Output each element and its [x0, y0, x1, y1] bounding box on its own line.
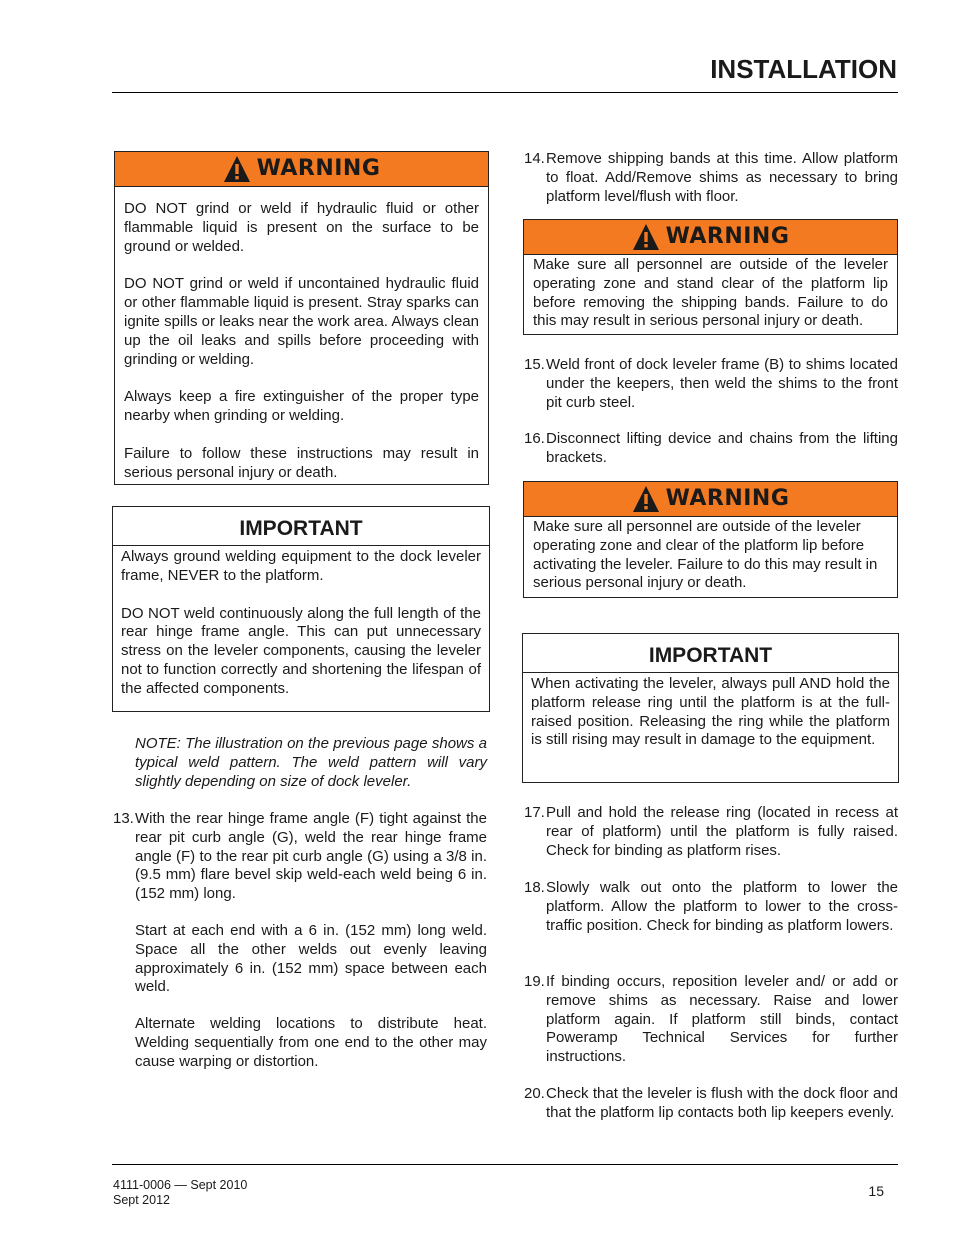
important-paragraph: Always ground welding equipment to the dock leveler frame, NEVER to the platform.: [121, 548, 481, 584]
warning-header: [524, 482, 897, 517]
warning-triangle-icon: [632, 223, 660, 251]
step-17: [524, 804, 898, 860]
step-19: [524, 973, 898, 1067]
warning-box-shipping-bands: [523, 219, 898, 335]
step-16: [524, 430, 898, 468]
warning-paragraph: Failure to follow these instructions may result in serious personal injury or death.: [124, 444, 479, 481]
step-number: 14.: [524, 150, 545, 167]
warning-box-activating: [523, 481, 898, 598]
step-number: 18.: [524, 879, 545, 896]
warning-label: WARNING: [256, 155, 381, 181]
step-paragraph: Alternate welding locations to distribute heat. Welding sequentially from one end to the other may cause warping or distortion.: [135, 1015, 487, 1070]
footer-doc-info: [113, 1178, 247, 1208]
warning-box-grinding: [114, 151, 489, 485]
warning-paragraph: Make sure all personnel are outside of the leveler operating zone and clear of the platform lip before activating the leveler. Failure to do this may result in serious personal injury or death.: [533, 518, 878, 592]
step-text: Pull and hold the release ring (located in recess at rear of platform) until the platform is fully raised. Check for binding as platform rises.: [546, 804, 898, 859]
important-heading: IMPORTANT: [648, 644, 773, 667]
step-text: Weld front of dock leveler frame (B) to shims located under the keepers, then weld the shims to the front pit curb steel.: [546, 356, 898, 411]
step-number: 13.: [113, 810, 134, 827]
footer-rule: [112, 1164, 898, 1165]
step-number: 20.: [524, 1085, 545, 1102]
warning-paragraph: Always keep a fire extinguisher of the proper type nearby when grinding or welding.: [124, 388, 479, 425]
step-text: If binding occurs, reposition leveler and/ or add or remove shims as necessary. Raise and lower platform again. If platform still binds, contact Poweramp Technical Services for further instructions.: [546, 973, 898, 1066]
step-paragraph: Start at each end with a 6 in. (152 mm) long weld. Space all the other welds out evenly leaving approximately 6 in. (152 mm) space between each weld.: [135, 921, 487, 996]
warning-triangle-icon: [223, 155, 251, 183]
warning-triangle-icon: [632, 485, 660, 513]
step-number: 19.: [524, 973, 545, 990]
step-number: 15.: [524, 356, 545, 373]
step-paragraph: With the rear hinge frame angle (F) tight against the rear pit curb angle (G), weld the rear hinge frame angle (F) to the rear pit curb angle (G) using a 3/8 in. (9.5 mm) flare bevel skip weld-each weld being 6 in. (152 mm) long.: [135, 810, 487, 903]
step-13: [113, 810, 487, 1090]
step-text: Slowly walk out onto the platform to lower the platform. Allow the platform to lower to the cross-traffic position. Check for binding as platform lowers.: [546, 879, 898, 934]
step-text: Remove shipping bands at this time. Allow platform to float. Add/Remove shims as necessary to bring platform level/flush with floor.: [546, 150, 898, 205]
important-paragraph: DO NOT weld continuously along the full length of the rear hinge frame angle. This can put unnecessary stress on the leveler components, causing the leveler not to function correctly and shortening the lifespan of the affected components.: [121, 604, 481, 697]
step-18: [524, 879, 898, 935]
step-14: [524, 150, 898, 206]
warning-label: WARNING: [665, 485, 790, 511]
important-box-release-ring: [522, 633, 899, 783]
weld-pattern-note: NOTE: The illustration on the previous page shows a typical weld pattern. The weld pattern will vary slightly depending on size of dock leveler.: [135, 735, 487, 790]
step-15: [524, 356, 898, 412]
warning-paragraph: Make sure all personnel are outside of the leveler operating zone and stand clear of the platform lip before removing the shipping bands. Failure to do this may result in serious personal injury or death.: [533, 256, 888, 330]
header-rule: [112, 92, 898, 93]
page-number: 15: [868, 1183, 884, 1199]
page-title: INSTALLATION: [710, 54, 897, 84]
important-paragraph: When activating the leveler, always pull AND hold the platform release ring until the platform is at the full-raised position. Releasing the ring while the platform is still rising may result in damage to the equipment.: [531, 675, 890, 749]
warning-header: [115, 152, 488, 187]
footer-revision: Sept 2012: [113, 1193, 170, 1207]
warning-label: WARNING: [665, 223, 790, 249]
step-number: 16.: [524, 430, 545, 447]
important-heading: IMPORTANT: [239, 517, 363, 540]
warning-paragraph: DO NOT grind or weld if uncontained hydraulic fluid or other flammable liquid is present. Stray sparks can ignite spills or leaks near the work area. Always clean up the oil leaks and spills before proceeding with grinding or welding.: [124, 275, 479, 368]
step-20: [524, 1085, 898, 1123]
step-text: Check that the leveler is flush with the dock floor and that the platform lip contacts both lip keepers evenly.: [546, 1085, 898, 1121]
important-box-grounding: [112, 506, 490, 712]
step-number: 17.: [524, 804, 545, 821]
warning-header: [524, 220, 897, 255]
step-text: Disconnect lifting device and chains from the lifting brackets.: [546, 430, 898, 466]
warning-paragraph: DO NOT grind or weld if hydraulic fluid or other flammable liquid is present on the surface to be ground or welded.: [124, 200, 479, 255]
footer-doc-number: 4111-0006 — Sept 2010: [113, 1178, 248, 1192]
